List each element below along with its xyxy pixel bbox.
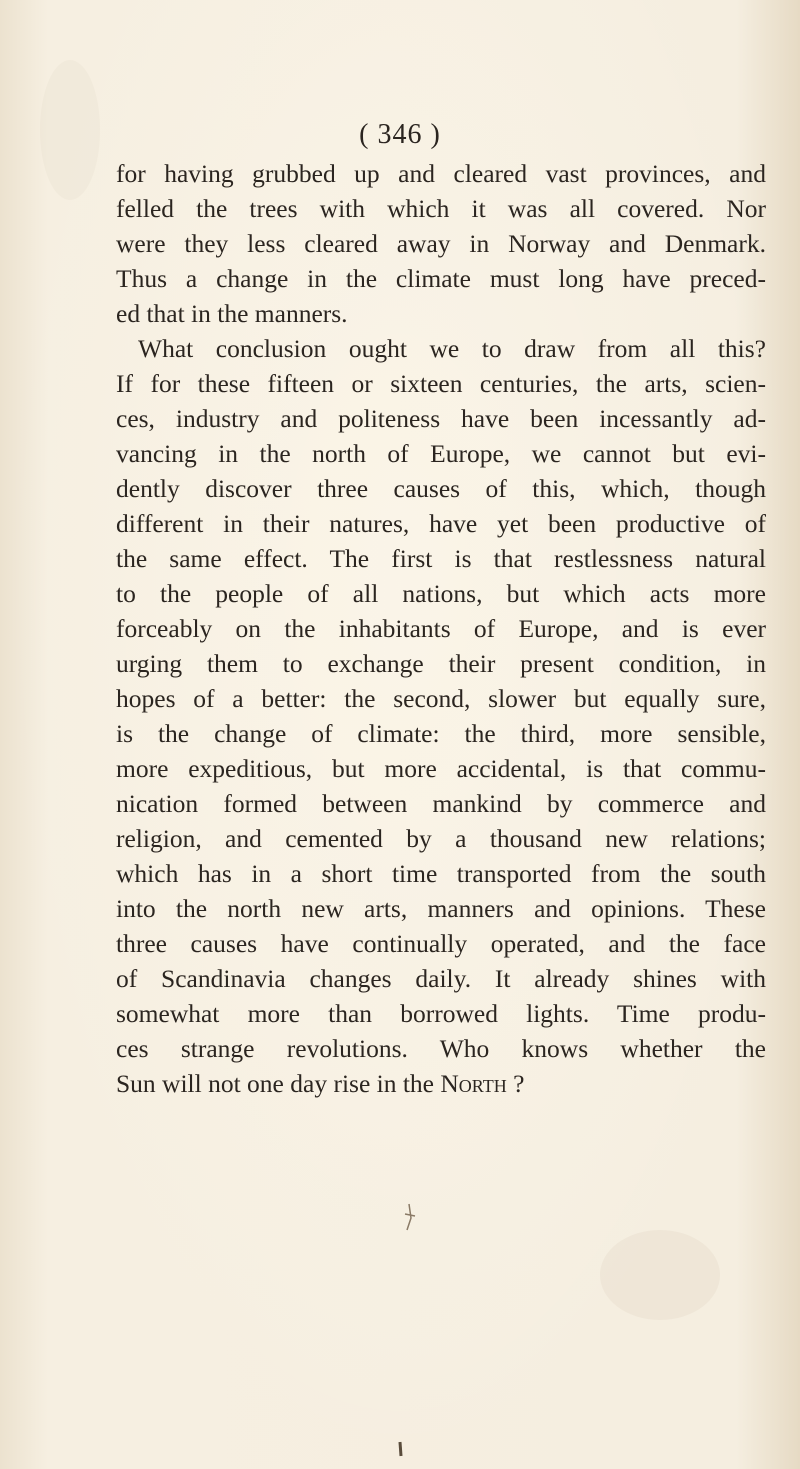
text-line: more expeditious, but more accidental, is that commu-: [116, 754, 766, 783]
text-line: forceably on the inhabitants of Europe, and is ever: [116, 614, 766, 643]
text-line: three causes have continually operated, and the face: [116, 929, 766, 958]
text-line: ces strange revolutions. Who knows whether the: [116, 1034, 766, 1063]
text-line: ces, industry and politeness have been incessantly ad-: [116, 404, 766, 433]
text-line: somewhat more than borrowed lights. Time produ-: [116, 999, 766, 1028]
ink-blot-icon: [395, 1200, 425, 1240]
text-line: nication formed between mankind by commerce and: [116, 789, 766, 818]
final-line-text: Sun will not one day rise in the: [116, 1069, 441, 1098]
text-line: is the change of climate: the third, more sensible,: [116, 719, 766, 748]
text-line: felled the trees with which it was all covered. Nor: [116, 194, 766, 223]
final-punctuation: ?: [513, 1069, 525, 1098]
text-line: urging them to exchange their present condition, in: [116, 649, 766, 678]
final-line: [116, 1066, 766, 1101]
text-line: were they less cleared away in Norway and Denmark.: [116, 229, 766, 258]
text-line: the same effect. The first is that restlessness natural: [116, 544, 766, 573]
text-line: different in their natures, have yet been productive of: [116, 509, 766, 538]
text-line: ed that in the manners.: [116, 299, 348, 328]
paper-stain: [600, 1230, 720, 1320]
text-line: to the people of all nations, but which acts more: [116, 579, 766, 608]
paragraph-start: What conclusion ought we to draw from all this?: [138, 334, 766, 363]
text-line: If for these fifteen or sixteen centuries, the arts, scien-: [116, 369, 766, 398]
text-line: which has in a short time transported from the south: [116, 859, 766, 888]
text-line: of Scandinavia changes daily. It already shines with: [116, 964, 766, 993]
final-word: North: [440, 1069, 507, 1098]
text-line: into the north new arts, manners and opinions. These: [116, 894, 766, 923]
text-line: for having grubbed up and cleared vast provinces, and: [116, 159, 766, 188]
ink-mark-icon: [395, 1440, 407, 1460]
text-line: Thus a change in the climate must long have preced-: [116, 264, 766, 293]
page-number: ( 346 ): [359, 119, 441, 150]
text-line: hopes of a better: the second, slower but equally sure,: [116, 684, 766, 713]
text-line: dently discover three causes of this, which, though: [116, 474, 766, 503]
text-line: religion, and cemented by a thousand new relations;: [116, 824, 766, 853]
text-line: vancing in the north of Europe, we cannot but evi-: [116, 439, 766, 468]
body-text: [116, 156, 766, 1101]
